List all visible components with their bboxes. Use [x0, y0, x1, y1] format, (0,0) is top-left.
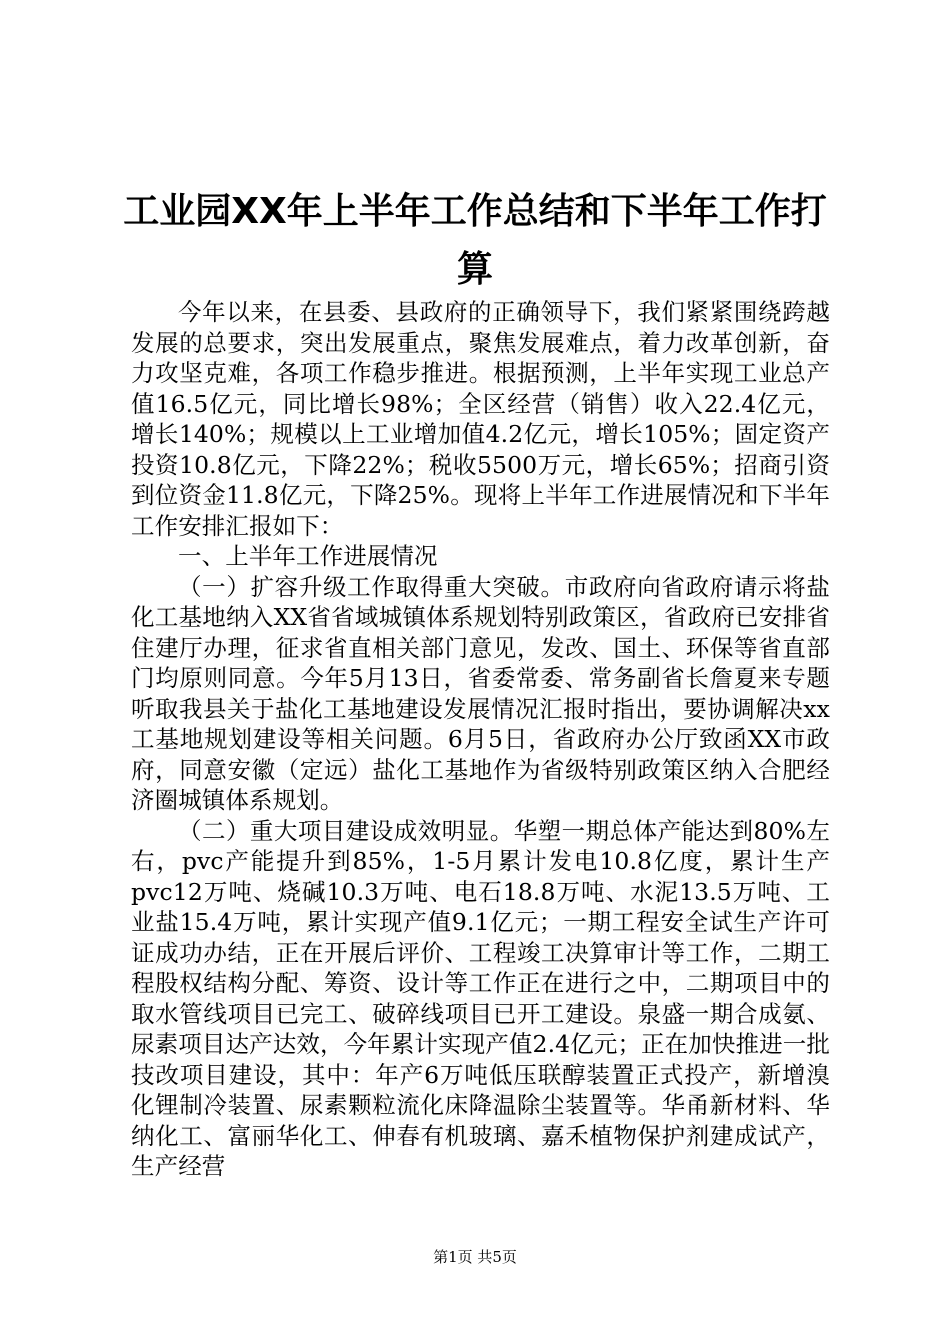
intro-paragraph: 今年以来，在县委、县政府的正确领导下，我们紧紧围绕跨越发展的总要求，突出发展重点，聚焦发展难点，着力改革创新，奋力攻坚克难，各项工作稳步推进。根据预测，上半年实现工业总产值16.5亿元，同比增长98%；全区经营（销售）收入22.4亿元，增长140%；规模以上工业增加值4.2亿元，增长105%；固定资产投资10.8亿元，下降22%；税收5500万元，增长65%；招商引资到位资金11.8亿元，下降25%。现将上半年工作进展情况和下半年工作安排汇报如下：	[131, 298, 830, 540]
document-title: 工业园XX年上半年工作总结和下半年工作打算	[123, 191, 827, 290]
subsection-paragraph-1: （一）扩容升级工作取得重大突破。市政府向省政府请示将盐化工基地纳入XX省省域城镇体系规划特别政策区，省政府已安排省住建厅办理，征求省直相关部门意见，发改、国土、环保等省直部门均原则同意。今年5月13日，省委常委、常务副省长詹夏来专题听取我县关于盐化工基地建设发展情况汇报时指出，要协调解决xx工基地规划建设等相关问题。6月5日，省政府办公厅致函XX市政府，同意安徽（定远）盐化工基地作为省级特别政策区纳入合肥经济圈城镇体系规划。	[131, 572, 830, 814]
subsection-paragraph-2: （二）重大项目建设成效明显。华塑一期总体产能达到80%左右，pvc产能提升到85%，1-5月累计发电10.8亿度，累计生产pvc12万吨、烧碱10.3万吨、电石18.8万吨、水泥13.5万吨、工业盐15.4万吨，累计实现产值9.1亿元；一期工程安全试生产许可证成功办结，正在开展后评价、工程竣工决算审计等工作，二期工程股权结构分配、筹资、设计等工作正在进行之中，二期项目中的取水管线项目已完工、破碎线项目已开工建设。泉盛一期合成氨、尿素项目达产达效，今年累计实现产值2.4亿元；正在加快推进一批技改项目建设，其中：年产6万吨低压联醇装置正式投产，新增溴化锂制冷装置、尿素颗粒流化床降温除尘装置等。华甬新材料、华纳化工、富丽华化工、伸春有机玻璃、嘉禾植物保护剂建成试产，生产经营	[131, 816, 830, 1180]
page-number-footer: 第1页 共5页	[433, 1248, 517, 1266]
section-heading: 一、上半年工作进展情况	[178, 542, 438, 570]
document-body	[131, 297, 830, 1182]
